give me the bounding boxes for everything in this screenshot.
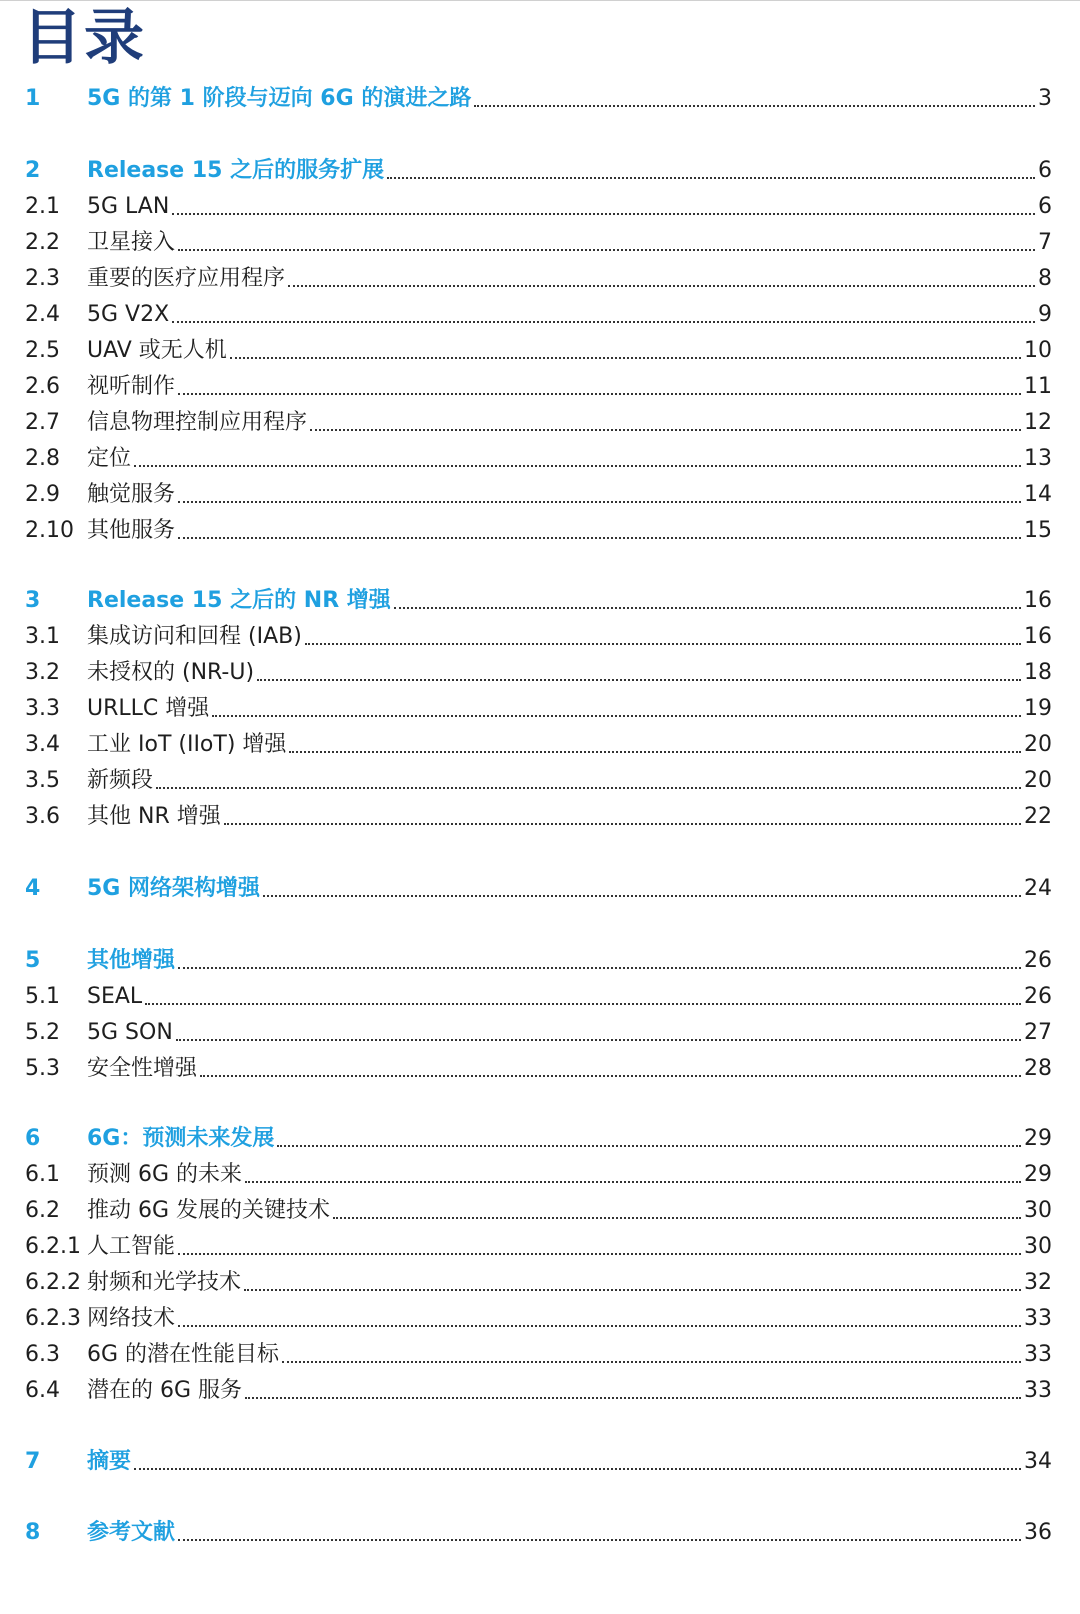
- toc-entry-number: 2.8: [25, 446, 60, 471]
- toc-entry-title: 摘要: [87, 1449, 132, 1474]
- toc-subsection-link[interactable]: [25, 658, 1052, 688]
- toc-subsection-link[interactable]: [25, 766, 1052, 796]
- toc-section-link[interactable]: [25, 586, 1052, 616]
- toc-page-number: 26: [1024, 984, 1052, 1009]
- toc-entry-title: 5G LAN: [87, 194, 170, 219]
- toc-page-number: 6: [1038, 158, 1052, 183]
- toc-entry-title: 参考文献: [87, 1520, 176, 1545]
- toc-subsection-link[interactable]: [25, 1304, 1052, 1334]
- toc-entry-title: 5G SON: [87, 1020, 173, 1045]
- dot-leader: [178, 967, 1021, 969]
- toc-page-number: 27: [1024, 1020, 1052, 1045]
- toc-subsection-link[interactable]: [25, 622, 1052, 652]
- toc-subsection-link[interactable]: [25, 1160, 1052, 1190]
- toc-entry-number: 3.1: [25, 624, 60, 649]
- toc-page-number: 12: [1024, 410, 1052, 435]
- toc-subsection-link[interactable]: [25, 1268, 1052, 1298]
- toc-section-link[interactable]: [25, 156, 1052, 186]
- toc-subsection-link[interactable]: [25, 1196, 1052, 1226]
- toc-page-number: 19: [1024, 696, 1052, 721]
- toc-entry-title: 触觉服务: [87, 482, 176, 507]
- dot-leader: [172, 321, 1035, 323]
- toc-entry-title: 5G 的第 1 阶段与迈向 6G 的演进之路: [87, 86, 472, 111]
- toc-page-number: 33: [1024, 1378, 1052, 1403]
- toc-section-link[interactable]: [25, 84, 1052, 114]
- toc-entry-title: 网络技术: [87, 1306, 176, 1331]
- toc-entry-number: 5.2: [25, 1020, 60, 1045]
- toc-page-number: 14: [1024, 482, 1052, 507]
- toc-page-number: 28: [1024, 1056, 1052, 1081]
- toc-subsection-link[interactable]: [25, 1376, 1052, 1406]
- toc-entry-number: 3.5: [25, 768, 60, 793]
- dot-leader: [145, 1003, 1021, 1005]
- toc-entry-number: 6.2.2: [25, 1270, 81, 1295]
- toc-subsection-link[interactable]: [25, 1018, 1052, 1048]
- toc-entry-title: Release 15 之后的 NR 增强: [87, 588, 391, 613]
- dot-leader: [178, 1539, 1021, 1541]
- toc-entry-number: 8: [25, 1520, 41, 1545]
- toc-entry-title: 5G V2X: [87, 302, 170, 327]
- toc-entry-number: 3.3: [25, 696, 60, 721]
- toc-subsection-link[interactable]: [25, 982, 1052, 1012]
- toc-subsection-link[interactable]: [25, 372, 1052, 402]
- dot-leader: [178, 501, 1021, 503]
- dot-leader: [245, 1397, 1021, 1399]
- toc-entry-number: 7: [25, 1449, 41, 1474]
- toc-entry-title: 卫星接入: [87, 230, 176, 255]
- toc-entry-title: 人工智能: [87, 1234, 176, 1259]
- toc-entry-title: 预测 6G 的未来: [87, 1162, 243, 1187]
- toc-subsection-link[interactable]: [25, 480, 1052, 510]
- dot-leader: [245, 1181, 1021, 1183]
- toc-heading: 目录: [22, 3, 146, 73]
- toc-section-link[interactable]: [25, 1124, 1052, 1154]
- toc-entry-number: 6.1: [25, 1162, 60, 1187]
- toc-page-number: 36: [1024, 1520, 1052, 1545]
- toc-entry-title: 推动 6G 发展的关键技术: [87, 1198, 331, 1223]
- toc-entry-title: 定位: [87, 446, 132, 471]
- toc-subsection-link[interactable]: [25, 730, 1052, 760]
- toc-entry-number: 2.10: [25, 518, 74, 543]
- toc-subsection-link[interactable]: [25, 1232, 1052, 1262]
- toc-entry-number: 3.2: [25, 660, 60, 685]
- toc-entry-title: 新频段: [87, 768, 154, 793]
- toc-entry-number: 2.1: [25, 194, 60, 219]
- toc-entry-title: 工业 IoT (IIoT) 增强: [87, 732, 287, 757]
- toc-page-number: 16: [1024, 624, 1052, 649]
- toc-entry-number: 5.1: [25, 984, 60, 1009]
- toc-entry-title: 视听制作: [87, 374, 176, 399]
- toc-entry-title: SEAL: [87, 984, 143, 1009]
- dot-leader: [156, 787, 1021, 789]
- toc-page-number: 24: [1024, 876, 1052, 901]
- dot-leader: [178, 537, 1021, 539]
- dot-leader: [387, 177, 1035, 179]
- toc-subsection-link[interactable]: [25, 192, 1052, 222]
- toc-entry-title: 射频和光学技术: [87, 1270, 242, 1295]
- toc-subsection-link[interactable]: [25, 264, 1052, 294]
- toc-subsection-link[interactable]: [25, 444, 1052, 474]
- toc-subsection-link[interactable]: [25, 336, 1052, 366]
- toc-page-number: 10: [1024, 338, 1052, 363]
- toc-entry-number: 3.6: [25, 804, 60, 829]
- dot-leader: [176, 1039, 1021, 1041]
- toc-entry-number: 6.2: [25, 1198, 60, 1223]
- dot-leader: [263, 895, 1021, 897]
- dot-leader: [288, 285, 1035, 287]
- toc-entry-title: Release 15 之后的服务扩展: [87, 158, 385, 183]
- toc-subsection-link[interactable]: [25, 694, 1052, 724]
- dot-leader: [310, 429, 1021, 431]
- toc-entry-title: 6G 的潜在性能目标: [87, 1342, 280, 1367]
- toc-entry-number: 2.6: [25, 374, 60, 399]
- toc-entry-number: 2.2: [25, 230, 60, 255]
- toc-entry-number: 3.4: [25, 732, 60, 757]
- toc-entry-number: 3: [25, 588, 41, 613]
- toc-page-number: 8: [1038, 266, 1052, 291]
- toc-entry-number: 6.2.1: [25, 1234, 81, 1259]
- dot-leader: [224, 823, 1021, 825]
- dot-leader: [333, 1217, 1021, 1219]
- dot-leader: [289, 751, 1021, 753]
- dot-leader: [257, 679, 1021, 681]
- toc-entry-number: 4: [25, 876, 41, 901]
- toc-section-link[interactable]: [25, 1447, 1052, 1477]
- toc-page-number: 11: [1024, 374, 1052, 399]
- dot-leader: [178, 1325, 1021, 1327]
- dot-leader: [230, 357, 1021, 359]
- toc-entry-title: 安全性增强: [87, 1056, 198, 1081]
- toc-page-number: 30: [1024, 1198, 1052, 1223]
- toc-page-number: 32: [1024, 1270, 1052, 1295]
- toc-subsection-link[interactable]: [25, 516, 1052, 546]
- toc-page-number: 6: [1038, 194, 1052, 219]
- toc-entry-title: UAV 或无人机: [87, 338, 227, 363]
- toc-page-number: 16: [1024, 588, 1052, 613]
- toc-subsection-link[interactable]: [25, 1054, 1052, 1084]
- toc-subsection-link[interactable]: [25, 408, 1052, 438]
- toc-page-number: 29: [1024, 1126, 1052, 1151]
- toc-entry-number: 2: [25, 158, 41, 183]
- toc-entry-number: 2.9: [25, 482, 60, 507]
- dot-leader: [200, 1075, 1021, 1077]
- toc-entry-number: 2.5: [25, 338, 60, 363]
- dot-leader: [178, 393, 1021, 395]
- toc-entry-title: URLLC 增强: [87, 696, 210, 721]
- toc-subsection-link[interactable]: [25, 1340, 1052, 1370]
- toc-page-number: 15: [1024, 518, 1052, 543]
- toc-entry-title: 其他 NR 增强: [87, 804, 221, 829]
- toc-page-number: 9: [1038, 302, 1052, 327]
- toc-entry-number: 2.7: [25, 410, 60, 435]
- toc-page-number: 18: [1024, 660, 1052, 685]
- toc-entry-number: 5: [25, 948, 41, 973]
- toc-section-link[interactable]: [25, 874, 1052, 904]
- toc-entry-number: 2.4: [25, 302, 60, 327]
- toc-page-number: 20: [1024, 732, 1052, 757]
- toc-page-number: 22: [1024, 804, 1052, 829]
- toc-entry-title: 其他增强: [87, 948, 176, 973]
- toc-page-number: 34: [1024, 1449, 1052, 1474]
- toc-subsection-link[interactable]: [25, 300, 1052, 330]
- dot-leader: [212, 715, 1021, 717]
- toc-entry-title: 未授权的 (NR-U): [87, 660, 255, 685]
- toc-subsection-link[interactable]: [25, 228, 1052, 258]
- toc-entry-number: 6: [25, 1126, 41, 1151]
- dot-leader: [178, 1253, 1021, 1255]
- toc-entry-title: 重要的医疗应用程序: [87, 266, 286, 291]
- dot-leader: [394, 607, 1021, 609]
- toc-entry-title: 5G 网络架构增强: [87, 876, 261, 901]
- dot-leader: [244, 1289, 1021, 1291]
- toc-section-link[interactable]: [25, 946, 1052, 976]
- toc-page-number: 7: [1038, 230, 1052, 255]
- dot-leader: [134, 465, 1021, 467]
- toc-entry-number: 6.2.3: [25, 1306, 81, 1331]
- dot-leader: [277, 1145, 1021, 1147]
- toc-page-number: 33: [1024, 1342, 1052, 1367]
- toc-entry-number: 2.3: [25, 266, 60, 291]
- toc-entry-number: 1: [25, 86, 41, 111]
- dot-leader: [178, 249, 1035, 251]
- toc-entry-title: 信息物理控制应用程序: [87, 410, 308, 435]
- toc-section-link[interactable]: [25, 1518, 1052, 1548]
- toc-page-number: 20: [1024, 768, 1052, 793]
- toc-entry-number: 6.3: [25, 1342, 60, 1367]
- toc-entry-title: 其他服务: [87, 518, 176, 543]
- toc-page-number: 30: [1024, 1234, 1052, 1259]
- toc-entry-title: 6G：预测未来发展: [87, 1126, 275, 1151]
- toc-page-number: 26: [1024, 948, 1052, 973]
- dot-leader: [134, 1468, 1021, 1470]
- toc-entry-number: 5.3: [25, 1056, 60, 1081]
- toc-subsection-link[interactable]: [25, 802, 1052, 832]
- toc-page-number: 3: [1038, 86, 1052, 111]
- dot-leader: [305, 643, 1021, 645]
- dot-leader: [172, 213, 1035, 215]
- toc-entry-title: 潜在的 6G 服务: [87, 1378, 243, 1403]
- dot-leader: [474, 105, 1035, 107]
- toc-entry-title: 集成访问和回程 (IAB): [87, 624, 302, 649]
- toc-page-number: 29: [1024, 1162, 1052, 1187]
- toc-entry-number: 6.4: [25, 1378, 60, 1403]
- toc-page-number: 33: [1024, 1306, 1052, 1331]
- toc-page-number: 13: [1024, 446, 1052, 471]
- dot-leader: [282, 1361, 1021, 1363]
